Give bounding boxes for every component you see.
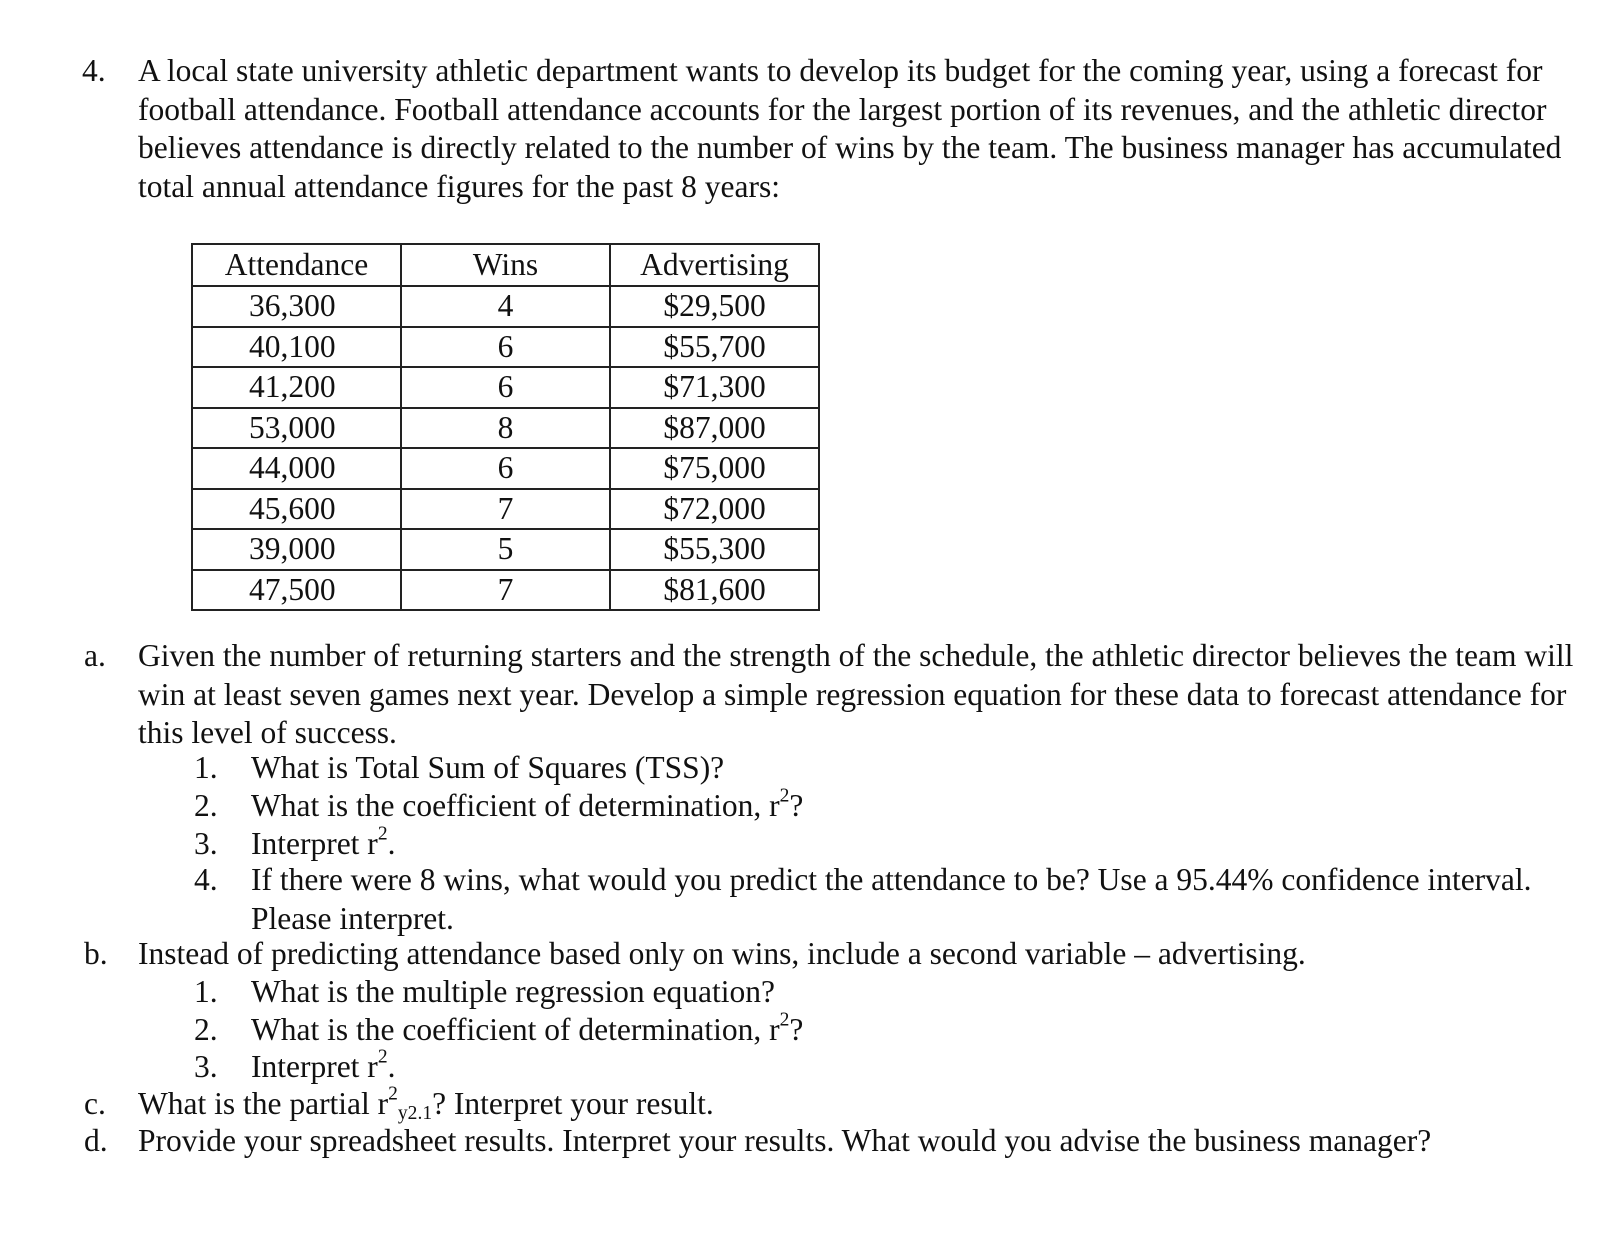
table-row bbox=[192, 286, 819, 327]
part-d-label: d. bbox=[84, 1123, 108, 1158]
attendance-cell: 40,100 bbox=[192, 327, 401, 368]
part-a-item-4-text: If there were 8 wins, what would you predict the attendance to be? Use a 95.44% confidence interval. Please interpret. bbox=[251, 862, 1532, 936]
advertising-cell: $72,000 bbox=[610, 489, 819, 530]
advertising-cell: $55,300 bbox=[610, 529, 819, 570]
wins-cell: 6 bbox=[401, 448, 610, 489]
attendance-cell: 39,000 bbox=[192, 529, 401, 570]
attendance-cell: 53,000 bbox=[192, 408, 401, 449]
part-c-label: c. bbox=[84, 1086, 106, 1121]
table-row bbox=[192, 489, 819, 530]
attendance-cell: 47,500 bbox=[192, 570, 401, 611]
table-row bbox=[192, 448, 819, 489]
wins-cell: 7 bbox=[401, 489, 610, 530]
part-b-item-2-number: 2. bbox=[194, 1012, 218, 1047]
header-attendance: Attendance bbox=[192, 244, 401, 286]
part-b-item-3-number: 3. bbox=[194, 1049, 218, 1084]
advertising-cell: $81,600 bbox=[610, 570, 819, 611]
question-number: 4. bbox=[82, 53, 106, 88]
part-b-item-3-text: Interpret $r^2$. bbox=[251, 1046, 396, 1084]
part-b-item-1-number: 1. bbox=[194, 974, 218, 1009]
table-row bbox=[192, 408, 819, 449]
table-row bbox=[192, 570, 819, 611]
table-row bbox=[192, 529, 819, 570]
part-b-item-2-text: What is the coefficient of determination, $r^2$? bbox=[251, 1009, 804, 1047]
part-b-item-1-text: What is the multiple regression equation? bbox=[251, 974, 775, 1009]
header-wins: Wins bbox=[401, 244, 610, 286]
part-b-label: b. bbox=[84, 936, 108, 971]
advertising-cell: $71,300 bbox=[610, 367, 819, 408]
part-c-text: What is the partial $r^2_{y2.1}$? Interpret your result. bbox=[138, 1083, 714, 1124]
question-intro: A local state university athletic department wants to develop its budget for the coming year, using a forecast for football attendance. Football attendance accounts for the largest portion of its revenues, and the athletic director believes attendance is directly related to the number of wins by the team. The business manager has accumulated total annual attendance figures for the past 8 years: bbox=[138, 53, 1562, 204]
attendance-cell: 36,300 bbox=[192, 286, 401, 327]
part-a-item-3-text: Interpret $r^2$. bbox=[251, 823, 396, 861]
attendance-cell: 44,000 bbox=[192, 448, 401, 489]
part-a-item-1-text: What is Total Sum of Squares (TSS)? bbox=[251, 750, 725, 785]
part-a-item-3-number: 3. bbox=[194, 826, 218, 861]
part-a-item-1-number: 1. bbox=[194, 750, 218, 785]
wins-cell: 6 bbox=[401, 327, 610, 368]
wins-cell: 7 bbox=[401, 570, 610, 611]
part-b-text: Instead of predicting attendance based only on wins, include a second variable – advertising. bbox=[138, 936, 1306, 971]
wins-cell: 5 bbox=[401, 529, 610, 570]
wins-cell: 6 bbox=[401, 367, 610, 408]
advertising-cell: $55,700 bbox=[610, 327, 819, 368]
table-row bbox=[192, 367, 819, 408]
wins-cell: 4 bbox=[401, 286, 610, 327]
table-header-row bbox=[192, 244, 819, 286]
part-a-item-2-text: What is the coefficient of determination, $r^2$? bbox=[251, 785, 804, 823]
part-a-text: Given the number of returning starters and the strength of the schedule, the athletic director believes the team will win at least seven games next year. Develop a simple regression equation for these data to forecast attendance for this level of success. bbox=[138, 638, 1574, 750]
part-a-label: a. bbox=[84, 638, 106, 673]
attendance-cell: 41,200 bbox=[192, 367, 401, 408]
wins-cell: 8 bbox=[401, 408, 610, 449]
advertising-cell: $29,500 bbox=[610, 286, 819, 327]
part-d-text: Provide your spreadsheet results. Interpret your results. What would you advise the business manager? bbox=[138, 1123, 1432, 1158]
attendance-cell: 45,600 bbox=[192, 489, 401, 530]
table-row bbox=[192, 327, 819, 368]
attendance-table bbox=[191, 243, 820, 611]
header-advertising: Advertising bbox=[610, 244, 819, 286]
advertising-cell: $75,000 bbox=[610, 448, 819, 489]
advertising-cell: $87,000 bbox=[610, 408, 819, 449]
part-a-item-4-number: 4. bbox=[194, 862, 218, 897]
part-a-item-2-number: 2. bbox=[194, 788, 218, 823]
